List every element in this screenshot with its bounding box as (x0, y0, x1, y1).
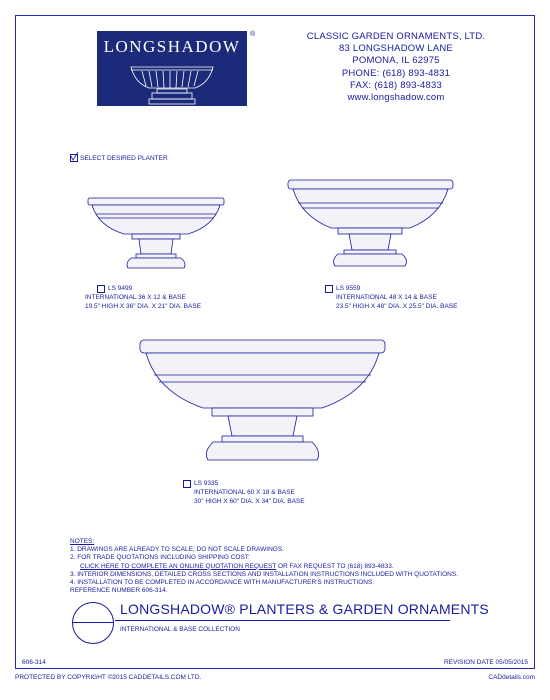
planter-ls9559-dims: 23.5" HIGH X 48" DIA. X 25.5" DIA. BASE (336, 303, 458, 310)
planter-ls9559-drawing (288, 180, 453, 266)
company-phone: PHONE: (618) 893-4831 (341, 67, 451, 79)
company-address-line2: POMONA, IL 62975 (352, 55, 440, 67)
planter-ls9499-name: INTERNATIONAL 36 X 12 & BASE (85, 294, 186, 301)
planter-ls9559-checkbox[interactable] (325, 285, 333, 293)
title-block-circle-divider (72, 622, 114, 623)
planter-ls9499-drawing (88, 198, 224, 268)
note-item: 1. DRAWINGS ARE ALREADY TO SCALE; DO NOT SCALE DRAWINGS. (70, 546, 284, 554)
company-website-link[interactable]: www.longshadow.com (347, 92, 445, 104)
logo-registered-mark: ® (250, 31, 256, 38)
note-item: REFERENCE NUMBER 606-314. (70, 587, 168, 595)
online-quotation-link[interactable]: CLICK HERE TO COMPLETE AN ONLINE QUOTATION REQUEST (80, 562, 277, 570)
company-address-line1: 83 LONGSHADOW LANE (339, 43, 453, 55)
planter-ls9499-code: LS 9499 (108, 285, 133, 292)
series-title-underline (115, 620, 450, 621)
fax-request-text: OR FAX REQUEST TO (618) 893-4833. (276, 562, 394, 570)
notes-heading: NOTES: (70, 538, 95, 545)
planter-ls9499-checkbox[interactable] (97, 285, 105, 293)
note-quotation-line (70, 563, 458, 571)
planter-ls9559-code: LS 9559 (336, 285, 361, 292)
note-item: 4. INSTALLATION TO BE COMPLETED IN ACCORDANCE WITH MANUFACTURER'S INSTRUCTIONS. (70, 579, 375, 587)
planter-ls9335-checkbox[interactable] (183, 480, 191, 488)
notes-section (70, 538, 458, 595)
series-title: LONGSHADOW® PLANTERS & GARDEN ORNAMENTS (120, 601, 489, 617)
planter-ls9335-drawing (140, 340, 385, 460)
company-name: CLASSIC GARDEN ORNAMENTS, LTD. (306, 31, 486, 42)
planter-ls9335-name: INTERNATIONAL 60 X 18 & BASE (194, 489, 295, 496)
planter-ls9335-code: LS 9335 (194, 480, 219, 487)
collection-name: INTERNATIONAL & BASE COLLECTION (120, 626, 240, 633)
planter-ls9499-dims: 19.5" HIGH X 36" DIA. X 21" DIA. BASE (85, 303, 202, 310)
note-item: 2. FOR TRADE QUOTATIONS INCLUDING SHIPPING COST: (70, 554, 250, 562)
logo-text: LONGSHADOW (103, 37, 241, 56)
revision-date: REVISION DATE 05/05/2015 (443, 659, 528, 666)
reference-number: 606-314 (22, 659, 46, 666)
caddetails-link[interactable]: CADdetails.com (488, 674, 535, 681)
planter-ls9559-name: INTERNATIONAL 48 X 14 & BASE (336, 294, 437, 301)
copyright-notice: PROTECTED BY COPYRIGHT ©2015 CADDETAILS.COM LTD. (15, 674, 202, 681)
company-fax: FAX: (618) 893-4833 (350, 79, 442, 91)
select-planter-label: SELECT DESIRED PLANTER (80, 155, 168, 162)
note-item: 3. INTERIOR DIMENSIONS, DETAILED CROSS SECTIONS AND INSTALLATION INSTRUCTIONS INCLUDED WITH QUOTATIONS. (70, 570, 458, 578)
planter-ls9335-dims: 30" HIGH X 60" DIA. X 34" DIA. BASE (194, 498, 305, 505)
title-block-circle-icon (72, 602, 114, 644)
